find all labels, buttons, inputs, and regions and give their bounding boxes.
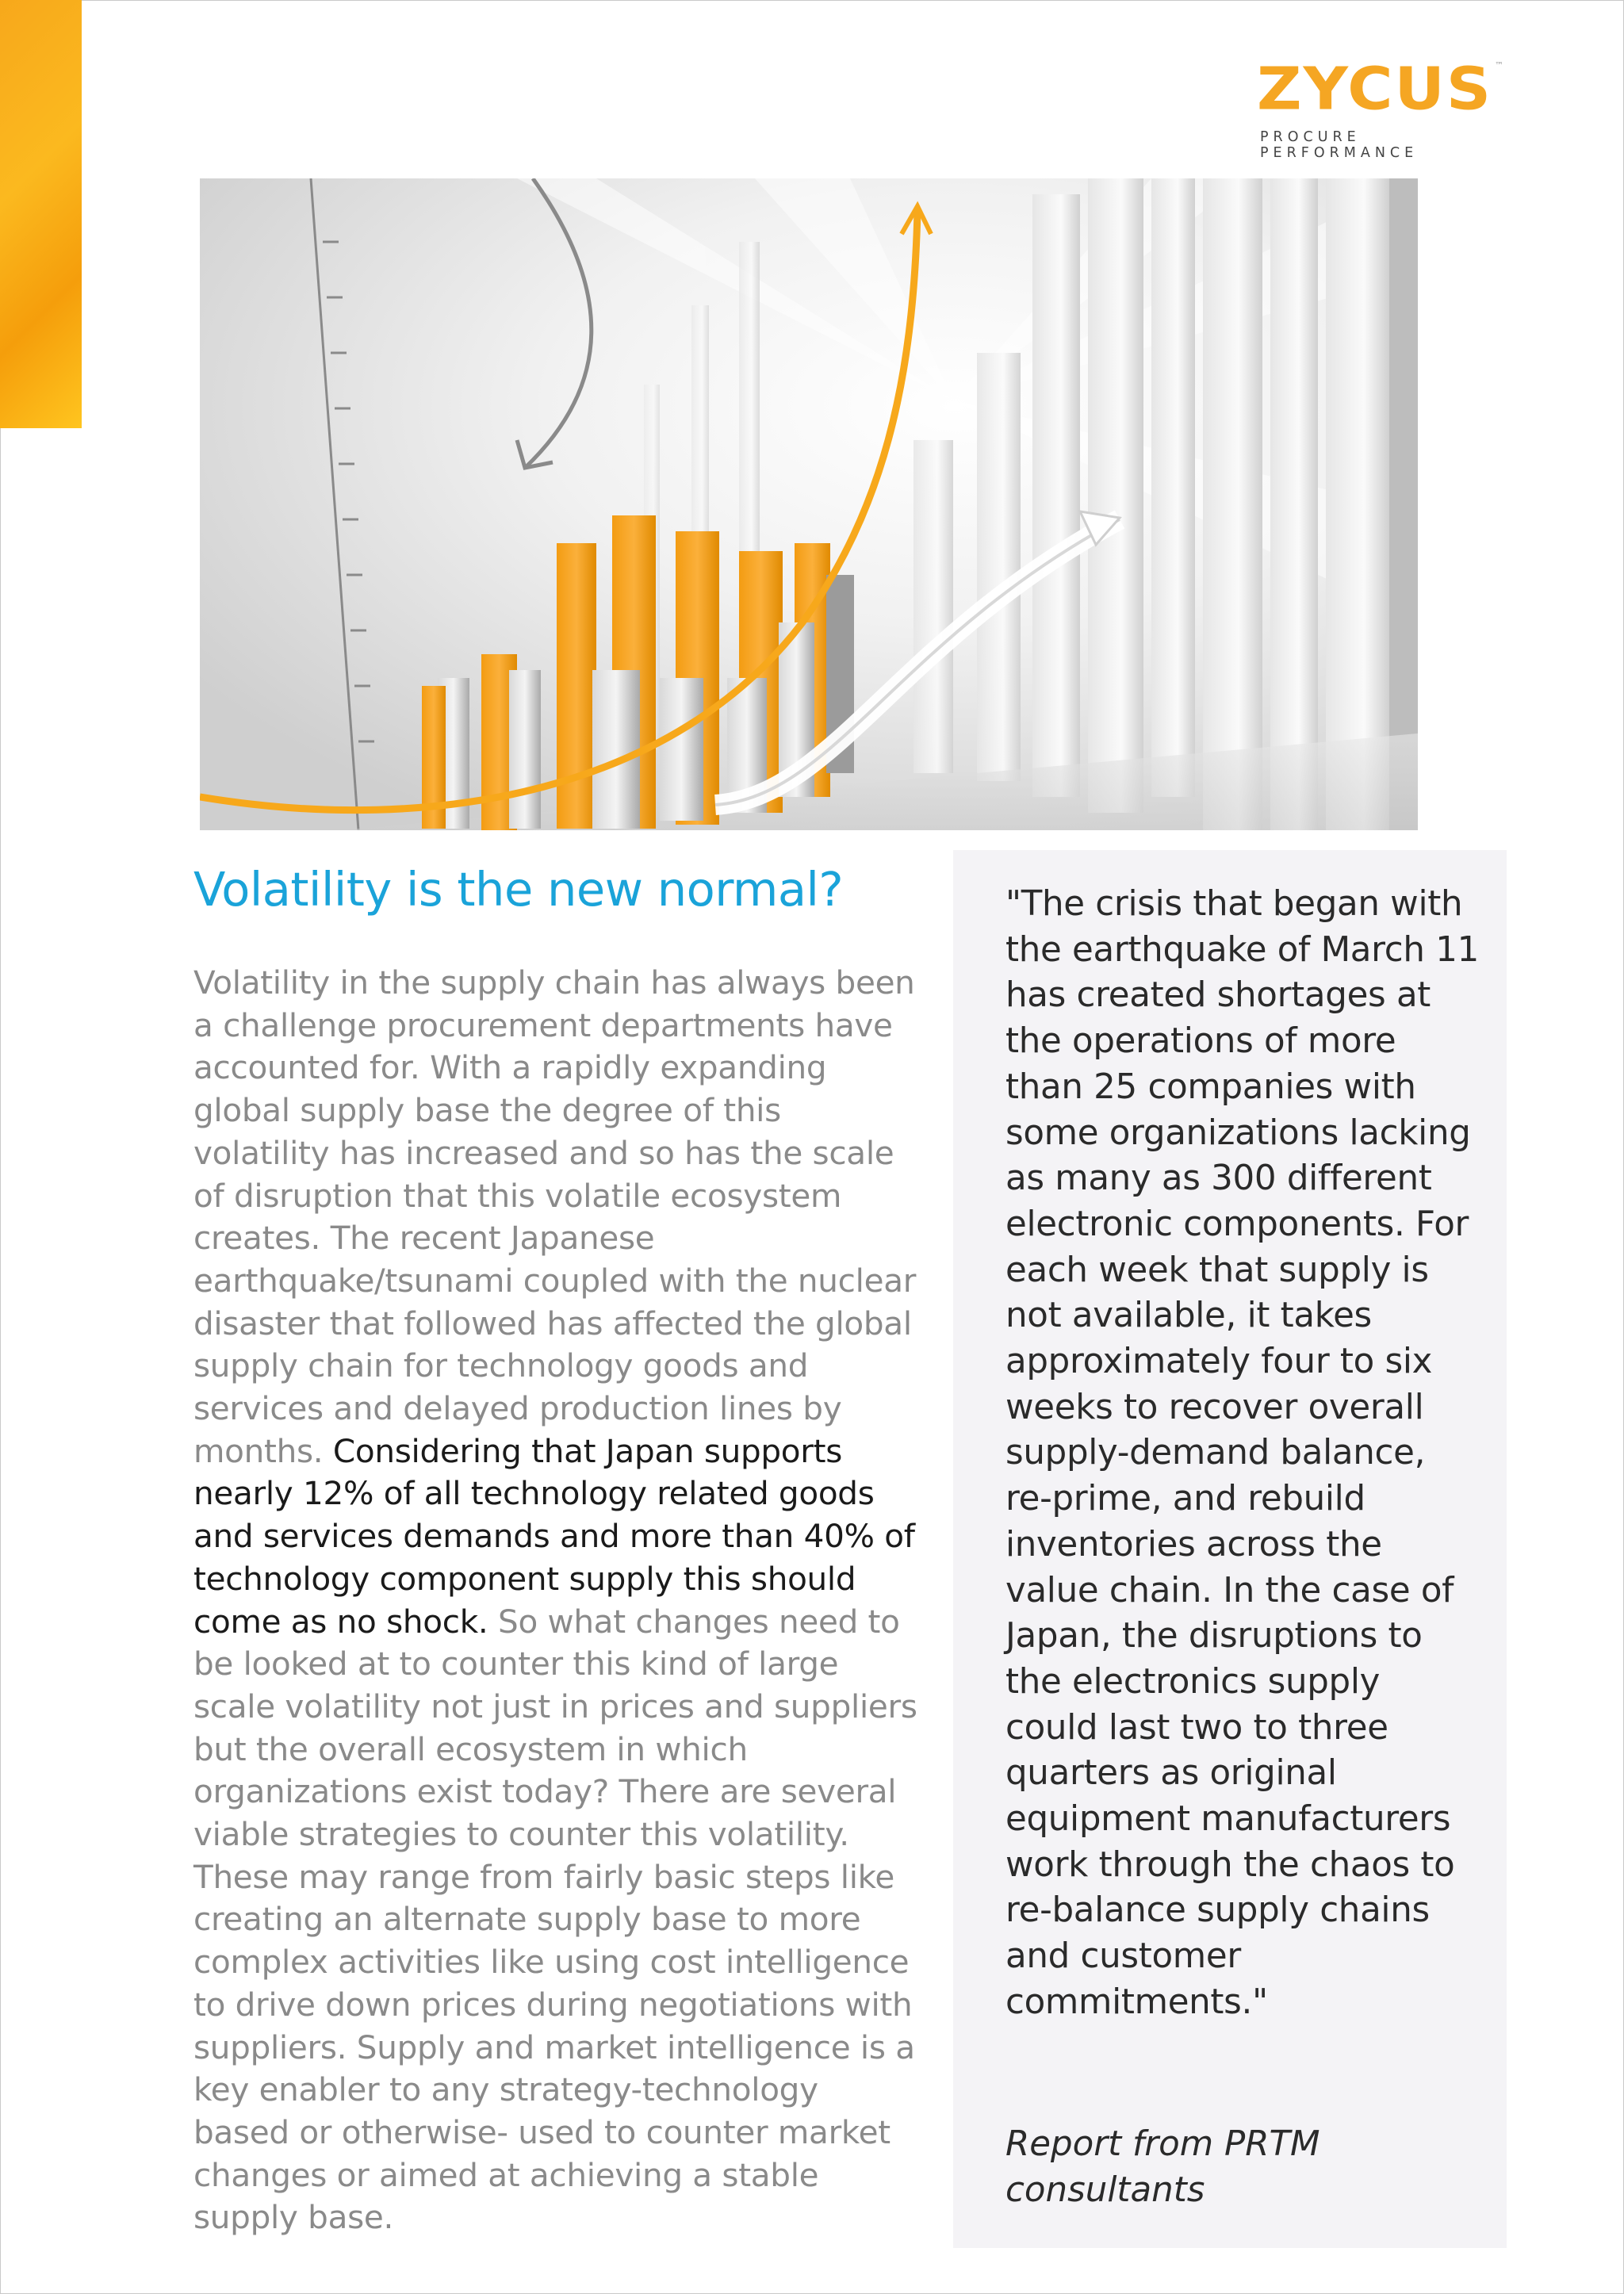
logo-tagline: PROCURE PERFORMANCE	[1260, 129, 1419, 161]
article-heading: Volatility is the new normal?	[193, 862, 844, 917]
body-text-intro: Volatility in the supply chain has always been a challenge procurement departments have accounted for. With a rapidly expanding global supply base the degree of this volatility has increased and so has the scale of disruption that this volatile ecosystem creates. The recent Japanese earthquake/tsunami coupled with the nuclear disaster that followed has affected the global supply chain for technology goods and services and delayed production lines by months.	[193, 963, 917, 1470]
body-text-emphasis: Considering that Japan supports nearly 12% of all technology related goods and services demands and more than 40% of technology component supply this should come as no shock.	[193, 1431, 915, 1641]
logo-wordmark: ZYCUS	[1257, 56, 1493, 124]
zycus-logo	[1257, 54, 1503, 161]
pull-quote-box	[953, 850, 1507, 2248]
accent-tab	[0, 0, 82, 428]
body-text-continued: So what changes need to be looked at to counter this kind of large scale volatility not just in prices and suppliers but the overall ecosystem in which organizations exist today? There are several viable strategies to counter this volatility. These may range from fairly basic steps like creating an alternate supply base to more complex activities like using cost intelligence to drive down prices during negotiations with suppliers. Supply and market intelligence is a key enabler to any strategy-technology based or otherwise- used to counter market changes or aimed at achieving a stable supply base.	[193, 1602, 917, 2237]
hero-chart-illustration	[200, 178, 1418, 830]
article-body	[193, 962, 923, 2239]
growth-bar-chart-illustration-icon	[200, 178, 1418, 830]
pull-quote-text: "The crisis that began with the earthquake of March 11 has created shortages at the operations of more than 25 companies with some organizations lacking as many as 300 different electronic components. For each week that supply is not available, it takes approximately four to six weeks to recover overall supply-demand balance, re-prime, and rebuild inventories across the value chain. In the case of Japan, the disruptions to the electronics supply could last two to three quarters as original equipment manufacturers work through the chaos to re-balance supply chains and customer commitments."	[1005, 884, 1479, 2022]
logo-trademark: ™	[1495, 60, 1503, 71]
pull-quote-source: Report from PRTM consultants	[1005, 2124, 1320, 2210]
